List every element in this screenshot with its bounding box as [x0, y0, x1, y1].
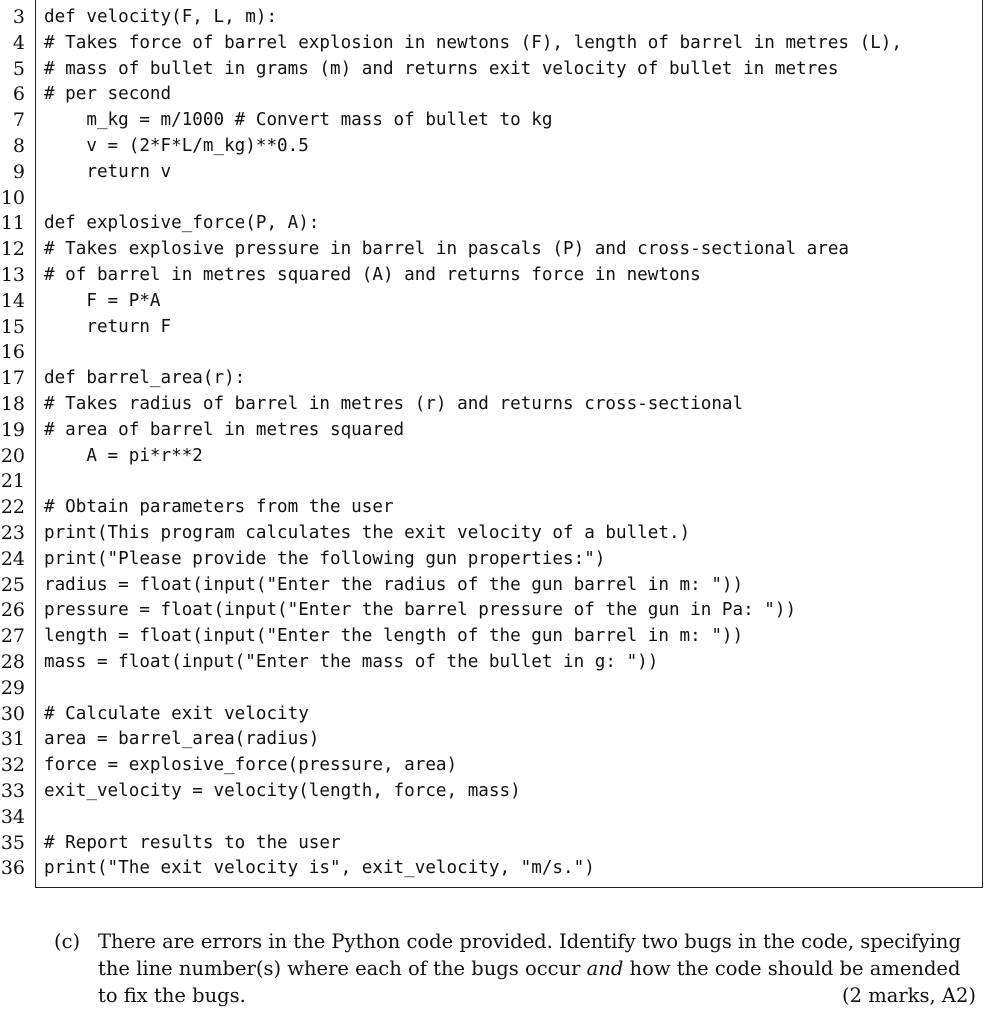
- code-text: force = explosive_force(pressure, area): [44, 755, 458, 776]
- line-number: 29: [0, 676, 25, 699]
- code-line: [0, 82, 1003, 108]
- code-line: [0, 547, 1003, 573]
- line-number: 9: [12, 160, 25, 183]
- line-number: 30: [0, 702, 25, 725]
- code-line: [0, 805, 1003, 831]
- code-line: [0, 856, 1003, 882]
- line-number: 20: [0, 444, 25, 467]
- code-line: [0, 624, 1003, 650]
- code-line: [0, 521, 1003, 547]
- line-number: 21: [0, 470, 25, 493]
- code-text: print("The exit velocity is", exit_velocity, "m/s."): [44, 858, 595, 879]
- code-line: [0, 289, 1003, 315]
- question-emphasis: and: [586, 957, 624, 980]
- code-text: pressure = float(input("Enter the barrel pressure of the gun in Pa: ")): [44, 600, 797, 621]
- code-line: [0, 702, 1003, 728]
- code-line: [0, 211, 1003, 237]
- code-line: [0, 186, 1003, 212]
- question-text-before: There are errors in the Python code provided. Identify two bugs in the code, specifying the line number(s) where each of the bugs occur: [98, 930, 961, 980]
- line-number: 14: [0, 289, 25, 312]
- question-label: (c): [54, 930, 81, 953]
- line-number: 17: [0, 367, 25, 390]
- line-number: 13: [0, 264, 25, 286]
- code-text: # area of barrel in metres squared: [44, 419, 405, 440]
- code-line: [0, 263, 1003, 289]
- line-number: 5: [12, 57, 25, 80]
- line-number: 6: [12, 83, 25, 106]
- code-text: # Takes force of barrel explosion in newtons (F), length of barrel in metres (L),: [44, 32, 902, 53]
- line-number: 11: [0, 212, 25, 235]
- line-number: 32: [0, 754, 25, 777]
- code-line: [0, 727, 1003, 753]
- code-text: def barrel_area(r):: [44, 368, 246, 389]
- code-line: [0, 469, 1003, 495]
- question-marks: (2 marks, A2): [842, 984, 976, 1007]
- line-number: 25: [0, 573, 25, 596]
- line-number: 33: [0, 780, 25, 802]
- code-line: [0, 340, 1003, 366]
- code-text: radius = float(input("Enter the radius of the gun barrel in m: ")): [44, 574, 744, 595]
- code-text: # mass of bullet in grams (m) and returns exit velocity of bullet in metres: [44, 58, 839, 79]
- code-line: [0, 31, 1003, 57]
- line-number: 3: [12, 6, 25, 28]
- code-line: [0, 779, 1003, 805]
- code-text: def explosive_force(P, A):: [44, 213, 320, 234]
- line-number: 35: [0, 831, 25, 854]
- line-number: 12: [0, 238, 25, 261]
- code-line: [0, 650, 1003, 676]
- line-number: 19: [0, 418, 25, 441]
- code-text: def velocity(F, L, m):: [44, 7, 278, 27]
- code-text: # per second: [44, 84, 172, 105]
- code-text: # Obtain parameters from the user: [44, 497, 394, 518]
- code-line: [0, 573, 1003, 599]
- code-text: # Calculate exit velocity: [44, 703, 309, 724]
- code-text: F = P*A: [44, 290, 161, 311]
- code-line: [0, 160, 1003, 186]
- code-text: # of barrel in metres squared (A) and returns force in newtons: [44, 265, 701, 285]
- line-number: 34: [0, 805, 25, 828]
- line-number: 16: [0, 341, 25, 364]
- line-number: 26: [0, 599, 25, 622]
- code-text: area = barrel_area(radius): [44, 729, 320, 750]
- code-line: [0, 831, 1003, 857]
- line-number: 23: [0, 522, 25, 544]
- code-text: print(This program calculates the exit velocity of a bullet.): [44, 523, 691, 543]
- question-text-after: how the code should be amended to fix the bugs.: [98, 957, 961, 1007]
- code-line: [0, 418, 1003, 444]
- code-text: mass = float(input("Enter the mass of the bullet in g: ")): [44, 652, 659, 672]
- line-number: 4: [12, 31, 25, 54]
- code-line: [0, 495, 1003, 521]
- line-number: 24: [0, 547, 25, 570]
- code-line: [0, 134, 1003, 160]
- code-line: [0, 444, 1003, 470]
- line-number: 10: [0, 186, 25, 209]
- code-line: [0, 57, 1003, 83]
- code-text: print("Please provide the following gun properties:"): [44, 548, 606, 569]
- line-number: 22: [0, 496, 25, 519]
- line-number: 8: [12, 135, 25, 157]
- code-line: [0, 366, 1003, 392]
- code-text: length = float(input("Enter the length of the gun barrel in m: ")): [44, 626, 744, 647]
- line-number: 18: [0, 393, 25, 415]
- code-text: return F: [44, 316, 172, 337]
- code-text: A = pi*r**2: [44, 445, 203, 466]
- code-line: [0, 392, 1003, 418]
- code-line: [0, 237, 1003, 263]
- line-number: 15: [0, 315, 25, 338]
- code-text: # Report results to the user: [44, 832, 341, 853]
- code-text: # Takes radius of barrel in metres (r) and returns cross-sectional: [44, 394, 744, 414]
- question-c: [54, 928, 976, 1009]
- line-number: 27: [0, 625, 25, 648]
- code-line: [0, 598, 1003, 624]
- code-line: [0, 753, 1003, 779]
- code-line: [0, 676, 1003, 702]
- code-text: v = (2*F*L/m_kg)**0.5: [44, 136, 309, 156]
- line-number: 28: [0, 651, 25, 673]
- line-number: 7: [12, 109, 25, 132]
- line-number: 31: [0, 728, 25, 751]
- code-text: exit_velocity = velocity(length, force, mass): [44, 781, 521, 801]
- code-line: [0, 108, 1003, 134]
- code-text: # Takes explosive pressure in barrel in pascals (P) and cross-sectional area: [44, 239, 850, 260]
- line-number: 36: [0, 857, 25, 880]
- code-text: m_kg = m/1000 # Convert mass of bullet to kg: [44, 110, 553, 131]
- code-line: [0, 315, 1003, 341]
- code-text: return v: [44, 161, 172, 182]
- code-line: [0, 5, 1003, 31]
